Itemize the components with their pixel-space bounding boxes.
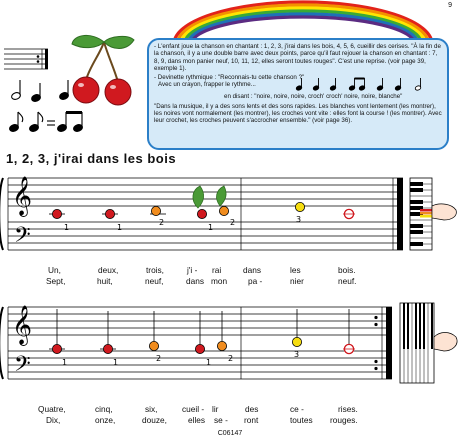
bass-clef-icon: 𝄢 <box>14 223 31 253</box>
lyric: Un, <box>48 265 61 275</box>
lyric: les <box>290 265 301 275</box>
lyric: lir <box>212 404 219 414</box>
fingering: 2 <box>156 354 162 363</box>
lyric: ce - <box>290 404 304 414</box>
fingering: 1 <box>117 223 123 232</box>
note-red <box>197 209 206 218</box>
double-barline-illustration <box>4 46 54 72</box>
music-system-2 <box>0 299 460 399</box>
lyric: trois, <box>146 265 164 275</box>
lyric: deux, <box>98 265 119 275</box>
instruction-riddle-saying: en disant : "noire, noire, noire, croch' croch' noire, noire, blanche" <box>224 93 403 101</box>
lyric: nier <box>290 276 304 286</box>
lyric: neuf. <box>338 276 357 286</box>
note-yellow <box>295 202 304 211</box>
instruction-riddle: - Devinette rythmique : "Reconnais-tu cette chanson ?" <box>154 74 305 82</box>
catalog-code: C06147 <box>217 430 243 437</box>
fingering: 1 <box>64 223 70 232</box>
lyrics-block-1 <box>0 265 460 289</box>
fingering: 2 <box>159 218 165 227</box>
fingering: 2 <box>230 218 236 227</box>
note-red <box>195 344 204 353</box>
fingering: 1 <box>208 223 214 232</box>
instruction-riddle-action: Avec un crayon, frapper le rythme... <box>158 81 256 89</box>
fingering: 1 <box>206 358 212 367</box>
hand-icon <box>434 333 457 352</box>
lyric: douze, <box>142 415 167 425</box>
lyric: se - <box>214 415 228 425</box>
lyric: neuf, <box>145 276 164 286</box>
lyric: cinq, <box>95 404 113 414</box>
rhythm-riddle-notes <box>294 76 444 92</box>
fingering: 2 <box>228 354 234 363</box>
note-orange <box>219 206 228 215</box>
instruction-paragraph-3: "Dans la musique, il y a des sons lents et des sons rapides. Les blanches vont lentement (les montrer), les noires vont normalement (les montrer), les croches vont vite : elles font la course ! (les montrer). Avec leur crochet, les croches peuvent s'accrocher ensemble." (voir page 36). <box>154 102 442 125</box>
treble-clef-icon: 𝄞 <box>12 176 33 216</box>
lyric: Sept, <box>46 276 66 286</box>
lyric: rises. <box>338 404 358 414</box>
leaf-icon <box>217 186 227 206</box>
page-number: 9 <box>448 2 452 9</box>
lyric: huit, <box>97 276 113 286</box>
note-orange <box>151 206 160 215</box>
song-title: 1, 2, 3, j'irai dans les bois <box>6 151 177 166</box>
lyric: rai <box>212 265 222 275</box>
lyric: elles <box>188 415 206 425</box>
lyric: six, <box>145 404 158 414</box>
note-red <box>103 344 112 353</box>
lyric: dans <box>186 276 204 286</box>
note-red <box>52 344 61 353</box>
lyric: Quatre, <box>38 404 66 414</box>
instructions-box <box>147 38 449 150</box>
lyric: onze, <box>95 415 116 425</box>
lyric: mon <box>211 276 228 286</box>
instruction-paragraph-1: - L'enfant joue la chanson en chantant : 1, 2, 3, j'irai dans les bois, 4, 5, 6, cueillir des cerises. "À la fin de la chanson, il y a une double barre avec deux points, parce qu'il faut rejouer la chanson en chantant : 7, 8, 9, dans mon panier neuf, 10, 11, 12, elles seront toutes rouges". C'est une reprise. (voir page 39, exemple 1). <box>154 43 441 72</box>
lyric: Dix, <box>46 415 61 425</box>
keyboard-illustration <box>410 178 432 250</box>
lyric: pa - <box>248 276 263 286</box>
lyric: j'i - <box>187 265 198 275</box>
lyric: des <box>245 404 259 414</box>
note-orange <box>149 341 158 350</box>
note-yellow <box>292 337 301 346</box>
keyboard-illustration <box>400 303 434 383</box>
fingering: 3 <box>294 350 300 359</box>
leaf-icon <box>193 186 204 208</box>
note-red <box>105 209 114 218</box>
fingering: 1 <box>62 358 68 367</box>
lyric: ront <box>244 415 259 425</box>
lyrics-block-2 <box>0 404 460 428</box>
hand-icon <box>432 204 456 220</box>
lyric: dans <box>243 265 261 275</box>
bass-clef-icon: 𝄢 <box>14 352 31 382</box>
fingering: 3 <box>296 215 302 224</box>
music-system-1 <box>0 170 460 265</box>
fingering: 1 <box>113 358 119 367</box>
note-orange <box>217 341 226 350</box>
rainbow-illustration <box>168 0 438 42</box>
treble-clef-icon: 𝄞 <box>12 305 33 345</box>
lyric: bois. <box>338 265 356 275</box>
lyric: toutes <box>290 415 313 425</box>
lyric: cueil - <box>182 404 205 414</box>
rhythm-symbols <box>4 78 86 138</box>
note-red <box>52 209 61 218</box>
lyric: rouges. <box>330 415 358 425</box>
